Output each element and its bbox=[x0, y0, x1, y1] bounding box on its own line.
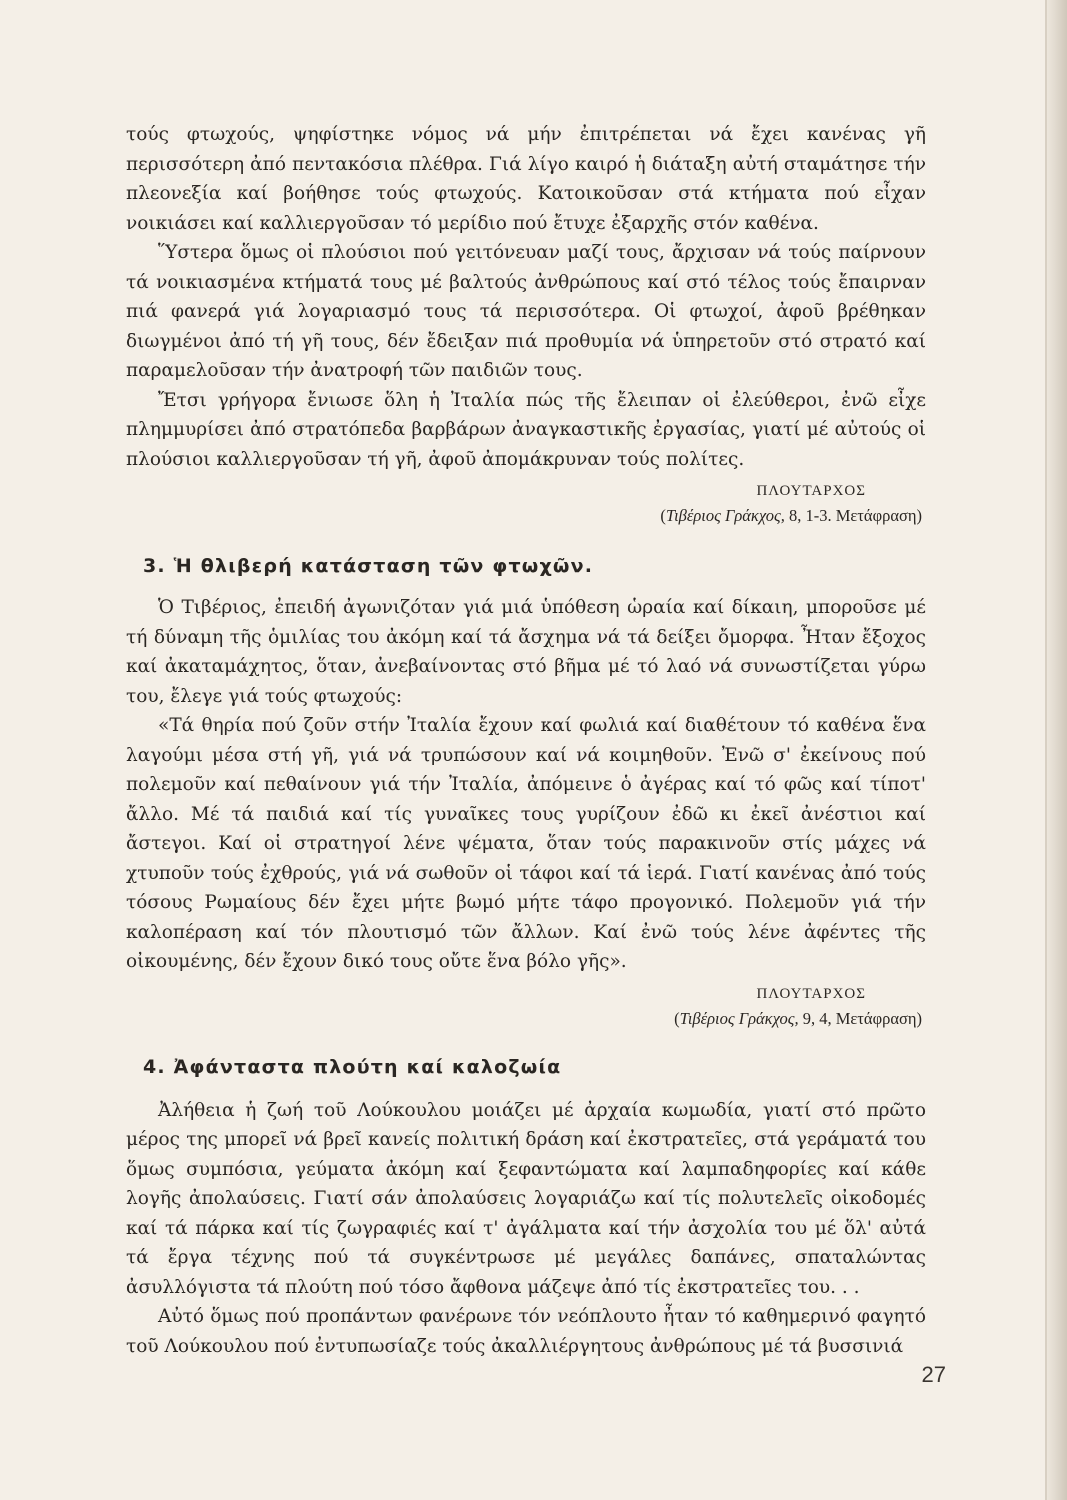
source-author: ΠΛΟΥΤΑΡΧΟΣ bbox=[756, 985, 866, 1002]
paragraph: Ἀλήθεια ἡ ζωή τοῦ Λούκουλου μοιάζει μέ ἀρχαία κωμωδία, γιατί στό πρῶτο μέρος της μπορεῖ νά βρεῖ κανείς πολιτική δράση καί ἐκστρατεῖες, στά γεράματά του ὅμως συμπόσια, γεύματα ἀκόμη καί ξεφαντώματα καί λαμπαδηφορίες καί κάθε λογῆς ἀπολαύσεις. Γιατί σάν ἀπολαύσεις λογαριάζω καί τίς πολυτελεῖς οἰκοδομές καί τά πάρκα καί τίς ζωγραφιές καί τ' ἀγάλματα καί τήν ἀσχολία του μέ ὅλ' αὐτά τά ἔργα τέχνης πού τά συγκέντρωσε μέ μεγάλες δαπάνες, σπαταλώντας ἀσυλλόγιστα τά πλούτη πού τόσο ἄφθονα μάζεψε ἀπό τίς ἐκστρατεῖες του. . . bbox=[126, 1099, 926, 1298]
citation-open-paren: ( bbox=[674, 1008, 680, 1028]
paragraph-quote: «Τά θηρία πού ζοῦν στήν Ἰταλία ἔχουν καί φωλιά καί διαθέτουν τό καθένα ἕνα λαγούμι μέσα στή γῆ, γιά νά τρυπώσουν καί νά κοιμηθοῦν. Ἐνῶ σ' ἐκείνους πού πολεμοῦν καί πεθαίνουν γιά τήν Ἰταλία, ἀπόμεινε ὁ ἀγέρας καί τό φῶς καί τίποτ' ἄλλο. Μέ τά παιδιά καί τίς γυναῖκες τους γυρίζουν ἐδῶ κι ἐκεῖ ἀνέστιοι καί ἄστεγοι. Καί οἱ στρατηγοί λένε ψέματα, ὅταν τούς παρακινοῦν στίς μάχες νά χτυποῦν τούς ἐχθρούς, γιά νά σωθοῦν οἱ τάφοι καί τά ἱερά. Γιατί κανένας ἀπό τούς τόσους Ρωμαίους δέν ἔχει μήτε βωμό μήτε τάφο προγονικό. Πολεμοῦν γιά τήν καλοπέραση καί τόν πλουτισμό τῶν ἄλλων. Καί ἐνῶ τούς λένε ἀφέντες τῆς οἰκουμένης, δέν ἔχουν δικό τους οὔτε ἕνα βόλο γῆς». bbox=[126, 715, 926, 972]
citation-open-paren: ( bbox=[660, 506, 666, 525]
page-number: 27 bbox=[921, 1362, 946, 1387]
paragraph: Αὐτό ὅμως πού προπάντων φανέρωνε τόν νεόπλουτο ἦταν τό καθημερινό φαγητό τοῦ Λούκουλου πού ἐντυπωσίαζε τούς ἀκαλλιέργητους ἀνθρώπους μέ τά βυσσινιά bbox=[126, 1306, 926, 1357]
paragraph: Ἔτσι γρήγορα ἔνιωσε ὅλη ἡ Ἰταλία πώς τῆς ἔλειπαν οἱ ἐλεύθεροι, ἐνῶ εἶχε πλημμυρίσει ἀπό στρατόπεδα βαρβάρων ἀναγκαστικῆς ἐργασίας, γιατί μέ αὐτούς οἱ πλούσιοι καλλιεργοῦσαν τή γῆ, ἀφοῦ ἀπομάκρυναν τούς πολίτες. bbox=[126, 389, 926, 470]
page-body bbox=[126, 120, 926, 1361]
section-heading-4: 4. Ἀφάνταστα πλούτη καί καλοζωία bbox=[143, 1055, 562, 1078]
source-citation bbox=[126, 1008, 926, 1030]
paragraph: Ὕστερα ὅμως οἱ πλούσιοι πού γειτόνευαν μαζί τους, ἄρχισαν νά τούς παίρνουν τά νοικιασμένα κτήματά τους μέ βαλτούς ἀνθρώπους καί στό τέλος τούς ἔπαιρναν πιά φανερά γιά λογαριασμό τους τά περισσότερα. Οἱ φτωχοί, ἀφοῦ βρέθηκαν διωγμένοι ἀπό τή γῆ τους, δέν ἔδειξαν πιά προθυμία νά ὑπηρετοῦν στό στρατό καί παραμελοῦσαν τήν ἀνατροφή τῶν παιδιῶν τους. bbox=[126, 242, 926, 381]
source-author: ΠΛΟΥΤΑΡΧΟΣ bbox=[756, 483, 866, 499]
citation-location: 8, 1-3. Μετάφραση) bbox=[784, 506, 922, 525]
paragraph-continuation: τούς φτωχούς, ψηφίστηκε νόμος νά μήν ἐπιτρέπεται νά ἔχει κανένας γῆ περισσότερη ἀπό πεντακόσια πλέθρα. Γιά λίγο καιρό ἡ διάταξη αὐτή σταμάτησε τήν πλεονεξία καί βοήθησε τούς φτωχούς. Κατοικοῦσαν στά κτήματα πού εἶχαν νοικιάσει καί καλλιεργοῦσαν τό μερίδιο πού ἔτυχε ἐξαρχῆς στόν καθένα. bbox=[126, 124, 926, 234]
paragraph: Ὁ Τιβέριος, ἐπειδή ἀγωνιζόταν γιά μιά ὑπόθεση ὡραία καί δίκαιη, μποροῦσε μέ τή δύναμη τῆς ὁμιλίας του ἀκόμη καί τά ἄσχημα νά τά δείξει ὄμορφα. Ἦταν ἔξοχος καί ἀκαταμάχητος, ὅταν, ἀνεβαίνοντας στό βῆμα μέ τό λαό νά συνωστίζεται γύρω του, ἔλεγε γιά τούς φτωχούς: bbox=[126, 597, 926, 707]
section-heading-3: 3. Ἡ θλιβερή κατάσταση τῶν φτωχῶν. bbox=[143, 555, 594, 577]
page-edge-shadow bbox=[1045, 0, 1067, 1500]
citation-work-title: Τιβέριος Γράκχος, bbox=[679, 1008, 799, 1028]
source-citation bbox=[126, 505, 926, 527]
citation-location: 9, 4, Μετάφραση) bbox=[798, 1008, 922, 1028]
citation-work-title: Τιβέριος Γράκχος, bbox=[665, 506, 785, 525]
